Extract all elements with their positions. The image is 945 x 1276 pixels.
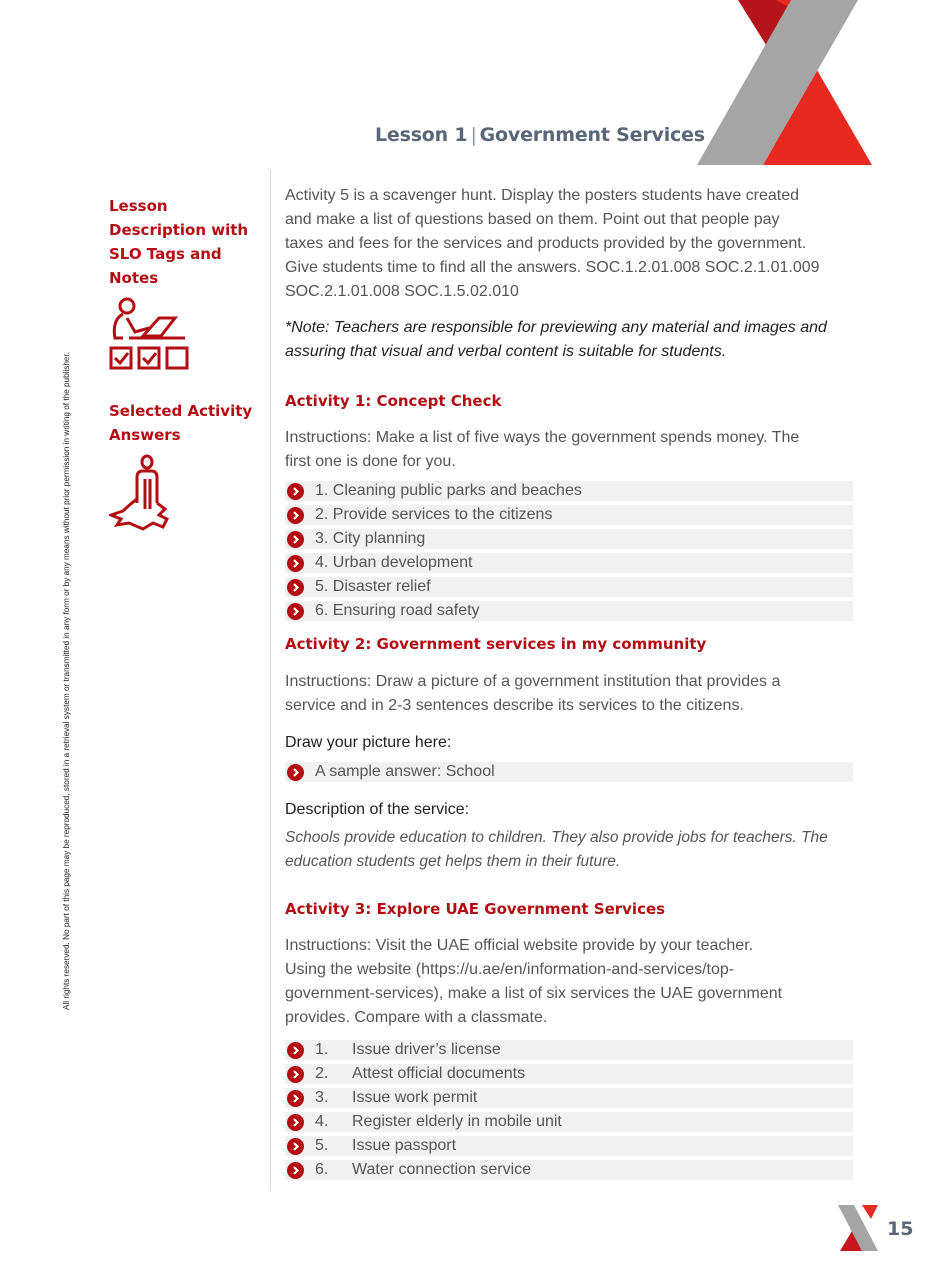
text-line: Instructions: Visit the UAE official website provide by your teacher. [285,937,754,954]
text-line: taxes and fees for the services and products provided by the government. [285,235,807,252]
lesson-number: Lesson 1 [375,124,468,146]
heading-line: Notes [109,269,159,287]
intro-paragraph [285,184,855,304]
list-item [285,529,853,549]
list-item [285,1040,853,1060]
list-item [285,577,853,597]
chevron-right-icon [287,1114,304,1131]
item-text: 4. Urban development [315,554,473,571]
list-item [285,601,853,621]
list-item [285,1088,853,1108]
item-text: 5. Disaster relief [315,578,431,595]
title-separator: | [470,124,477,146]
footer-x-logo [838,1205,880,1251]
chevron-right-icon [287,555,304,572]
list-item [285,505,853,525]
item-text: Attest official documents [352,1065,526,1082]
item-text: 2. Provide services to the citizens [315,506,553,523]
heading-line: Selected Activity [109,402,253,420]
activity1-instructions [285,426,855,474]
sidebar-heading-selected-answers [109,399,274,447]
item-text: 1. Cleaning public parks and beaches [315,482,582,499]
chevron-right-icon [287,1066,304,1083]
text-line: Using the website (https://u.ae/en/information-and-services/top- [285,961,735,978]
page-title [375,124,705,146]
column-divider [270,170,271,1191]
description-label: Description of the service: [285,801,470,818]
sidebar-selected-answers [109,399,274,531]
person-puzzle-icon [109,453,175,531]
item-number: 6. [315,1161,329,1178]
list-item [285,1136,853,1156]
text-line: government-services), make a list of six services the UAE government [285,985,783,1002]
activity2-answer-list [285,762,853,786]
item-number: 3. [315,1089,329,1106]
heading-line: SLO Tags and [109,245,222,263]
chevron-right-icon [287,531,304,548]
heading-line: Answers [109,426,181,444]
item-text: 6. Ensuring road safety [315,602,480,619]
sidebar-heading-lesson-description [109,194,269,290]
list-item [285,1160,853,1180]
activity2-heading: Activity 2: Government services in my community [285,635,707,653]
text-line: Activity 5 is a scavenger hunt. Display the posters students have created [285,187,800,204]
text-line: first one is done for you. [285,453,456,470]
item-text: A sample answer: School [315,763,495,780]
sidebar-lesson-description [109,194,269,372]
text-line: Instructions: Make a list of five ways the government spends money. The [285,429,800,446]
list-item [285,762,853,782]
activity3-answer-list [285,1040,853,1184]
list-item [285,481,853,501]
text-line: *Note: Teachers are responsible for previewing any material and images and [285,319,827,336]
teacher-note [285,316,855,364]
text-line: Schools provide education to children. They also provide jobs for teachers. The [285,829,828,846]
draw-picture-label: Draw your picture here: [285,734,452,751]
lesson-title: Government Services [479,124,705,146]
item-text: Issue passport [352,1137,457,1154]
activity2-instructions [285,670,855,718]
text-line: Instructions: Draw a picture of a government institution that provides a [285,673,781,690]
list-item [285,1112,853,1132]
activity3-heading: Activity 3: Explore UAE Government Services [285,900,666,918]
teacher-checklist-icon [109,296,191,372]
list-item [285,1064,853,1084]
item-text: Issue driver’s license [352,1041,501,1058]
chevron-right-icon [287,507,304,524]
chevron-right-icon [287,1162,304,1179]
item-text: 3. City planning [315,530,426,547]
item-text: Issue work permit [352,1089,478,1106]
text-line: Give students time to find all the answers. SOC.1.2.01.008 SOC.2.1.01.009 [285,259,820,276]
text-line: service and in 2-3 sentences describe its services to the citizens. [285,697,744,714]
page-number: 15 [887,1218,914,1240]
chevron-right-icon [287,483,304,500]
activity1-answer-list [285,481,853,625]
copyright-notice: All rights reserved. No part of this page may be reproduced, stored in a retrieval system or transmitted in any form or by any means without prior permission in writing of the publisher. [62,351,71,1010]
item-text: Register elderly in mobile unit [352,1113,562,1130]
activity3-instructions [285,934,855,1030]
item-number: 4. [315,1113,329,1130]
item-number: 5. [315,1137,329,1154]
chevron-right-icon [287,1042,304,1059]
activity1-heading: Activity 1: Concept Check [285,392,502,410]
text-line: provides. Compare with a classmate. [285,1009,548,1026]
brand-x-logo [690,0,945,170]
item-number: 2. [315,1065,329,1082]
text-line: education students get helps them in their future. [285,853,621,870]
item-text: Water connection service [352,1161,532,1178]
chevron-right-icon [287,1138,304,1155]
item-number: 1. [315,1041,329,1058]
heading-line: Description with [109,221,249,239]
text-line: SOC.2.1.01.008 SOC.1.5.02.010 [285,283,519,300]
heading-line: Lesson [109,197,168,215]
chevron-right-icon [287,603,304,620]
text-line: and make a list of questions based on them. Point out that people pay [285,211,780,228]
list-item [285,553,853,573]
service-description [285,826,855,874]
chevron-right-icon [287,579,304,596]
chevron-right-icon [287,764,304,781]
text-line: assuring that visual and verbal content is suitable for students. [285,343,727,360]
chevron-right-icon [287,1090,304,1107]
